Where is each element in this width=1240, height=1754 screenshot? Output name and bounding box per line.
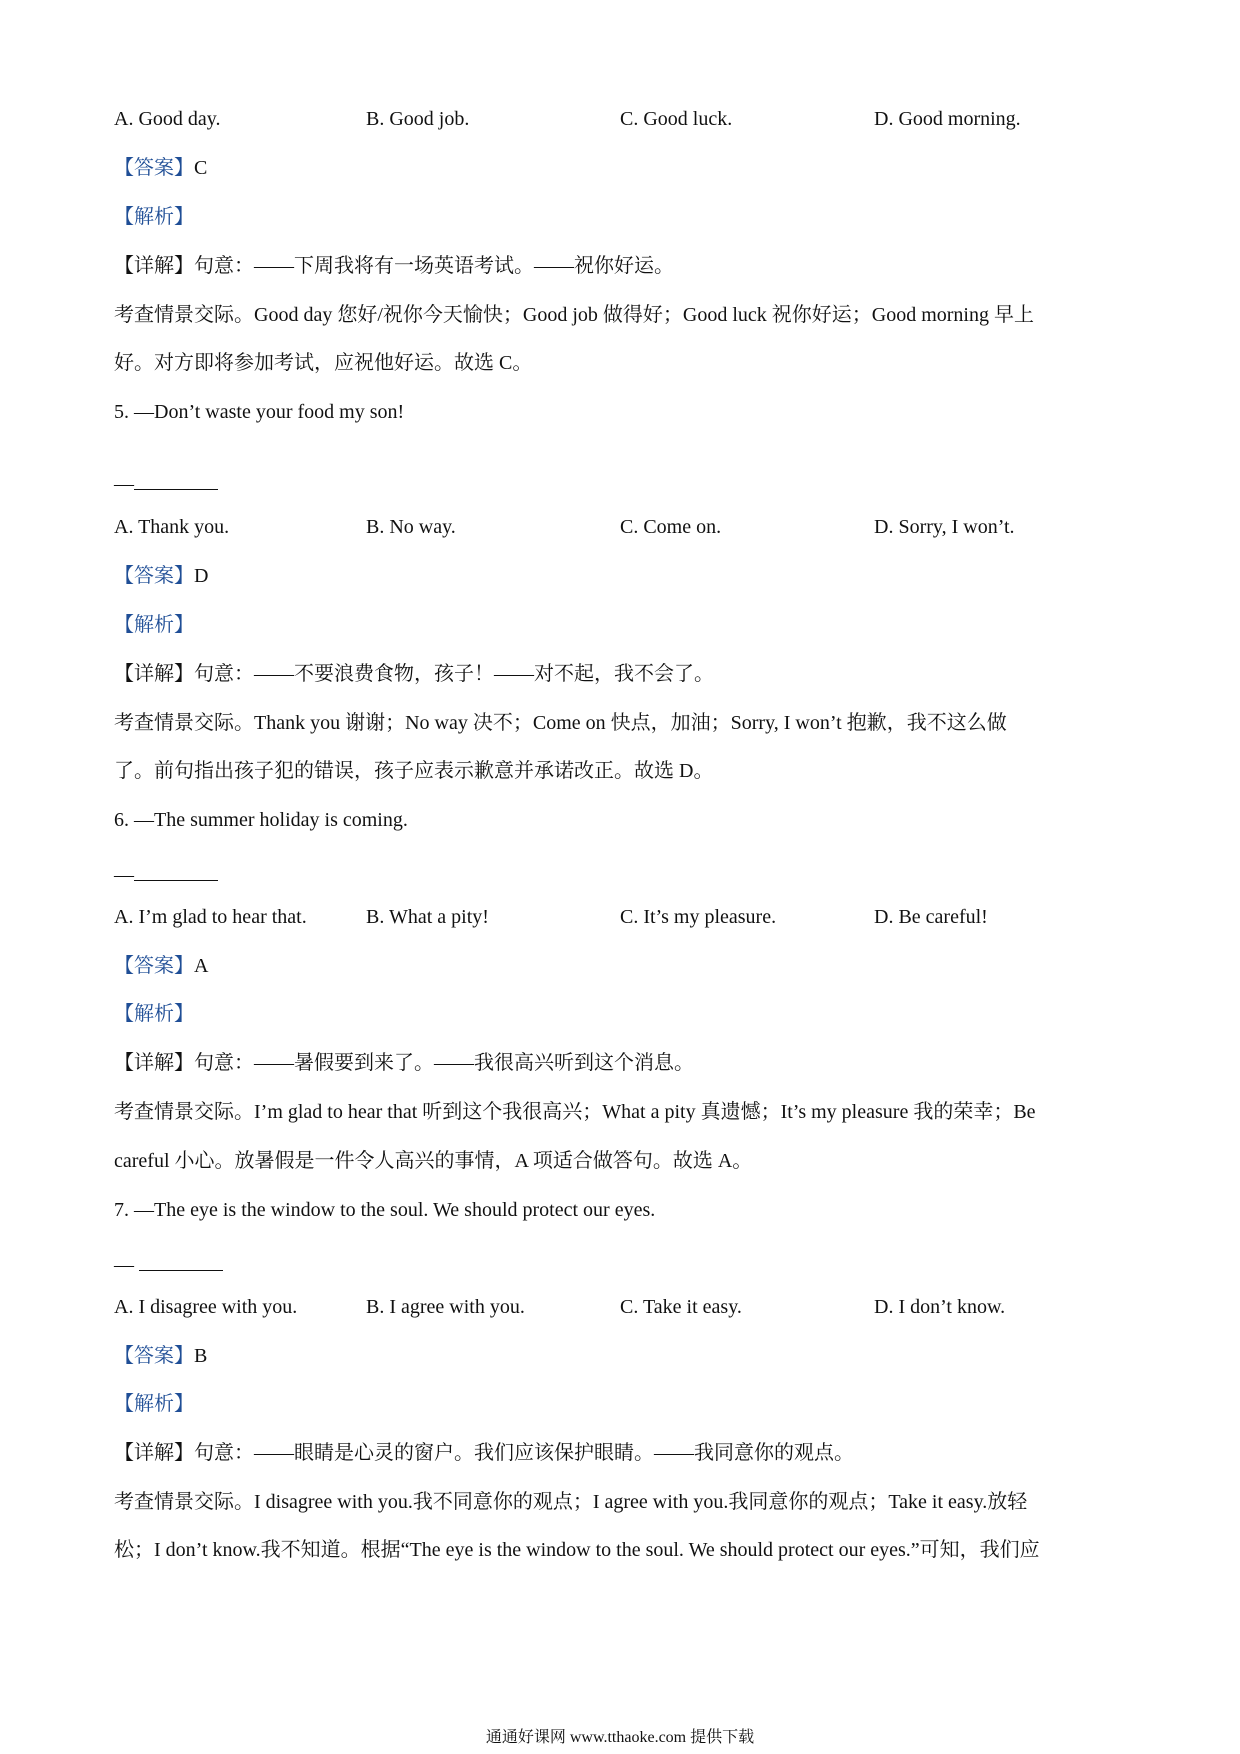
q5-answer-value: D (194, 565, 209, 587)
q4-analysis-tag: 【解析】 (114, 206, 194, 228)
q4-option-a: A. Good day. (114, 108, 221, 130)
q7-analysis-tag: 【解析】 (114, 1393, 194, 1415)
q7-answer-value: B (194, 1345, 208, 1367)
reply-dash: — (114, 864, 134, 886)
q7-option-a: A. I disagree with you. (114, 1296, 298, 1318)
q5-stem: 5. —Don’t waste your food my son! (114, 401, 405, 423)
q6-option-c: C. It’s my pleasure. (620, 906, 777, 928)
q4-answer-value: C (194, 157, 208, 179)
q5-option-a: A. Thank you. (114, 516, 230, 538)
q4-option-b: B. Good job. (366, 108, 470, 130)
reply-dash: — (114, 473, 134, 495)
detail-tag: 【详解】 (114, 255, 194, 277)
q5-detail-text: 句意：——不要浪费食物，孩子！——对不起，我不会了。 (194, 663, 714, 685)
q5-explanation-line-1: 考查情景交际。Thank you 谢谢；No way 决不；Come on 快点，加油；Sorry, I won’t 抱歉，我不这么做 (114, 712, 1007, 734)
q6-detail (114, 1050, 694, 1076)
q4-option-c: C. Good luck. (620, 108, 733, 130)
answer-tag: 【答案】 (114, 955, 194, 977)
q4-options (114, 106, 1144, 132)
q7-option-b: B. I agree with you. (366, 1296, 525, 1318)
detail-tag: 【详解】 (114, 663, 194, 685)
answer-blank (134, 471, 218, 490)
answer-blank (134, 862, 218, 881)
answer-tag: 【答案】 (114, 565, 194, 587)
q4-answer (114, 155, 207, 181)
q7-explanation-line-2: 松；I don’t know.我不知道。根据“The eye is the window to the soul. We should protect our eyes.”可知，我们应 (114, 1539, 1040, 1561)
q6-answer-value: A (194, 955, 209, 977)
q6-analysis-tag: 【解析】 (114, 1003, 194, 1025)
q7-detail (114, 1440, 854, 1466)
detail-tag: 【详解】 (114, 1442, 194, 1464)
q6-options (114, 904, 1144, 930)
q5-explanation-line-2: 了。前句指出孩子犯的错误，孩子应表示歉意并承诺改正。故选 D。 (114, 760, 714, 782)
q5-option-b: B. No way. (366, 516, 456, 538)
q7-option-d: D. I don’t know. (874, 1296, 1006, 1318)
q6-explanation-line-1: 考查情景交际。I’m glad to hear that 听到这个我很高兴；What a pity 真遗憾；It’s my pleasure 我的荣幸；Be (114, 1101, 1036, 1123)
q4-detail (114, 253, 674, 279)
page-footer: 通通好课网 www.tthaoke.com 提供下载 (485, 1729, 755, 1746)
reply-dash: — (114, 1254, 139, 1276)
q7-answer (114, 1343, 207, 1369)
q6-reply (114, 862, 218, 888)
q6-option-a: A. I’m glad to hear that. (114, 906, 307, 928)
q5-answer (114, 563, 208, 589)
q7-options (114, 1294, 1144, 1320)
q4-explanation-line-1: 考查情景交际。Good day 您好/祝你今天愉快；Good job 做得好；Good luck 祝你好运；Good morning 早上 (114, 304, 1034, 326)
q4-option-d: D. Good morning. (874, 108, 1021, 130)
q7-stem: 7. —The eye is the window to the soul. We should protect our eyes. (114, 1199, 656, 1221)
q6-stem: 6. —The summer holiday is coming. (114, 809, 408, 831)
q7-reply (114, 1252, 223, 1278)
q6-option-b: B. What a pity! (366, 906, 489, 928)
q5-option-d: D. Sorry, I won’t. (874, 516, 1015, 538)
q7-detail-text: 句意：——眼睛是心灵的窗户。我们应该保护眼睛。——我同意你的观点。 (194, 1442, 854, 1464)
detail-tag: 【详解】 (114, 1052, 194, 1074)
q7-explanation-line-1: 考查情景交际。I disagree with you.我不同意你的观点；I agree with you.我同意你的观点；Take it easy.放轻 (114, 1491, 1028, 1513)
q6-explanation-line-2: careful 小心。放暑假是一件令人高兴的事情，A 项适合做答句。故选 A。 (114, 1150, 753, 1172)
q5-reply (114, 471, 218, 497)
answer-tag: 【答案】 (114, 1345, 194, 1367)
answer-blank (139, 1252, 223, 1271)
q5-options (114, 514, 1144, 540)
q5-analysis-tag: 【解析】 (114, 614, 194, 636)
q6-detail-text: 句意：——暑假要到来了。——我很高兴听到这个消息。 (194, 1052, 694, 1074)
q7-option-c: C. Take it easy. (620, 1296, 742, 1318)
q4-explanation-line-2: 好。对方即将参加考试，应祝他好运。故选 C。 (114, 352, 533, 374)
q5-detail (114, 661, 714, 687)
q5-option-c: C. Come on. (620, 516, 722, 538)
q6-option-d: D. Be careful! (874, 906, 988, 928)
answer-tag: 【答案】 (114, 157, 194, 179)
q4-detail-text: 句意：——下周我将有一场英语考试。——祝你好运。 (194, 255, 674, 277)
q6-answer (114, 953, 208, 979)
